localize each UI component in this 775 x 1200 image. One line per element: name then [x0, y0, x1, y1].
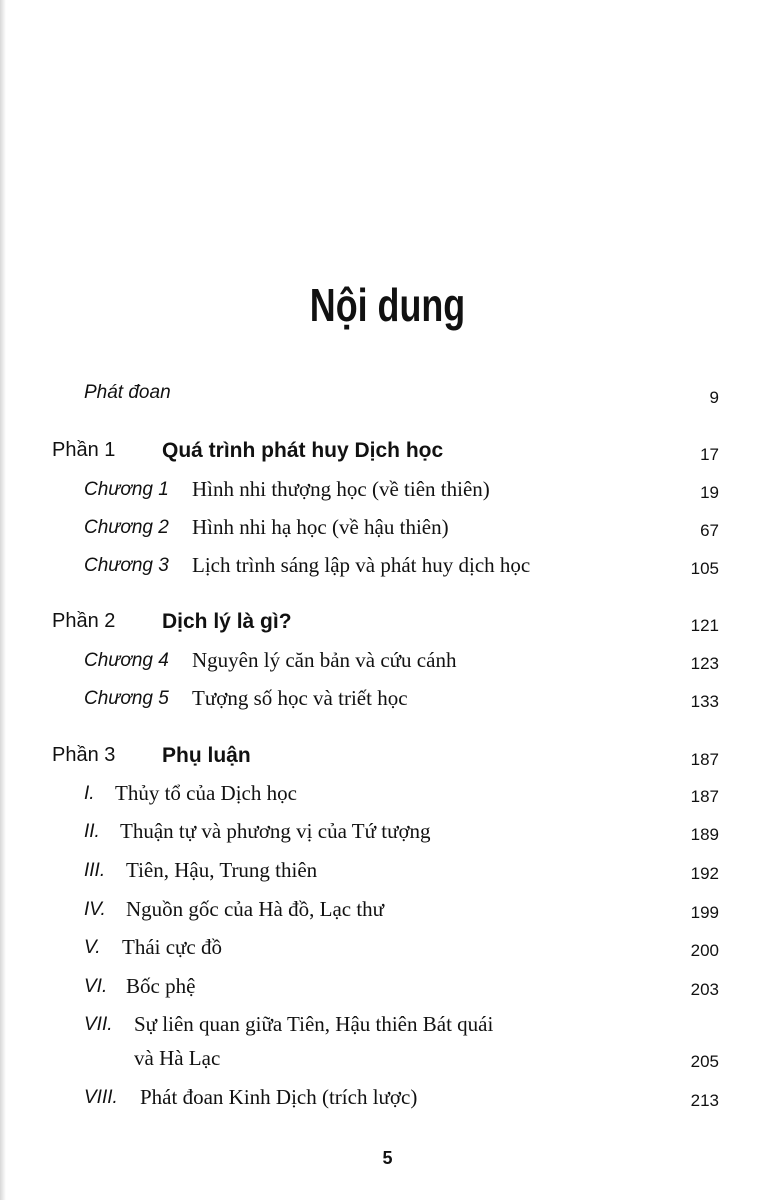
preface-page: 9: [709, 388, 719, 407]
preface-label: Phát đoan: [84, 382, 171, 403]
appendix-title: Nguồn gốc của Hà đồ, Lạc thư: [126, 897, 385, 921]
part-label: Phần 1: [52, 439, 116, 461]
appendix-page: 200: [690, 941, 719, 960]
appendix-page: 213: [690, 1091, 719, 1110]
page-number: 5: [382, 1148, 393, 1168]
appendix-label: VII.: [84, 1014, 113, 1035]
part-page: 17: [700, 445, 719, 464]
toc-entry-part-1: [0, 437, 775, 473]
toc-entry-part-3: [0, 742, 775, 778]
part-title: Dịch lý là gì?: [162, 610, 292, 633]
chapter-page: 133: [690, 692, 719, 711]
chapter-page: 19: [700, 483, 719, 502]
appendix-label: V.: [84, 937, 101, 958]
page-title: Nội dung: [309, 279, 466, 331]
chapter-title: Lịch trình sáng lập và phát huy dịch học: [192, 553, 531, 577]
appendix-label: VIII.: [84, 1087, 118, 1108]
toc-entry-chapter-1: [0, 477, 775, 513]
toc-entry-part-2: [0, 608, 775, 644]
appendix-label: III.: [84, 860, 106, 881]
toc-entry-chapter-5: [0, 686, 775, 722]
appendix-label: IV.: [84, 899, 106, 920]
chapter-title: Tượng số học và triết học: [192, 686, 408, 710]
appendix-title: Tiên, Hậu, Trung thiên: [126, 858, 318, 882]
chapter-page: 105: [690, 559, 719, 578]
part-label: Phần 2: [52, 610, 116, 632]
chapter-page: 67: [700, 521, 719, 540]
appendix-page: 203: [690, 980, 719, 999]
toc-entry-appendix-5: [0, 935, 775, 971]
chapter-title: Nguyên lý căn bản và cứu cánh: [192, 648, 457, 672]
appendix-page: 192: [690, 864, 719, 883]
toc-entry-chapter-2: [0, 515, 775, 551]
toc-entry-chapter-4: [0, 648, 775, 684]
toc-entry-appendix-7: [0, 1012, 775, 1082]
chapter-title: Hình nhi hạ học (về hậu thiên): [192, 515, 449, 539]
toc-entry-appendix-8: [0, 1085, 775, 1121]
toc-entry-appendix-2: [0, 819, 775, 855]
appendix-title: Bốc phệ: [126, 974, 196, 998]
chapter-label: Chương 1: [84, 479, 169, 500]
appendix-page: 199: [690, 903, 719, 922]
part-page: 187: [690, 750, 719, 769]
toc-entry-appendix-4: [0, 897, 775, 933]
appendix-title: Phát đoan Kinh Dịch (trích lược): [140, 1085, 418, 1109]
chapter-page: 123: [690, 654, 719, 673]
toc-entry-preface: [0, 380, 775, 416]
appendix-label: I.: [84, 783, 95, 804]
part-label: Phần 3: [52, 744, 116, 766]
toc-entry-chapter-3: [0, 553, 775, 589]
chapter-title: Hình nhi thượng học (về tiên thiên): [192, 477, 490, 501]
appendix-title-line-2: và Hà Lạc: [134, 1046, 221, 1070]
appendix-title: Sự liên quan giữa Tiên, Hậu thiên Bát quái: [134, 1012, 494, 1036]
chapter-label: Chương 4: [84, 650, 169, 671]
appendix-page: 187: [690, 787, 719, 806]
appendix-label: VI.: [84, 976, 108, 997]
toc-entry-appendix-1: [0, 781, 775, 817]
appendix-page: 205: [690, 1052, 719, 1071]
part-title: Quá trình phát huy Dịch học: [162, 439, 444, 462]
appendix-title: Thái cực đồ: [122, 935, 223, 959]
toc-entry-appendix-6: [0, 974, 775, 1010]
appendix-title: Thuận tự và phương vị của Tứ tượng: [120, 819, 431, 843]
part-title: Phụ luận: [162, 744, 251, 767]
toc-entry-appendix-3: [0, 858, 775, 894]
appendix-title: Thủy tổ của Dịch học: [115, 781, 297, 805]
chapter-label: Chương 5: [84, 688, 169, 709]
appendix-label: II.: [84, 821, 100, 842]
appendix-page: 189: [690, 825, 719, 844]
chapter-label: Chương 3: [84, 555, 169, 576]
chapter-label: Chương 2: [84, 517, 169, 538]
part-page: 121: [690, 616, 719, 635]
